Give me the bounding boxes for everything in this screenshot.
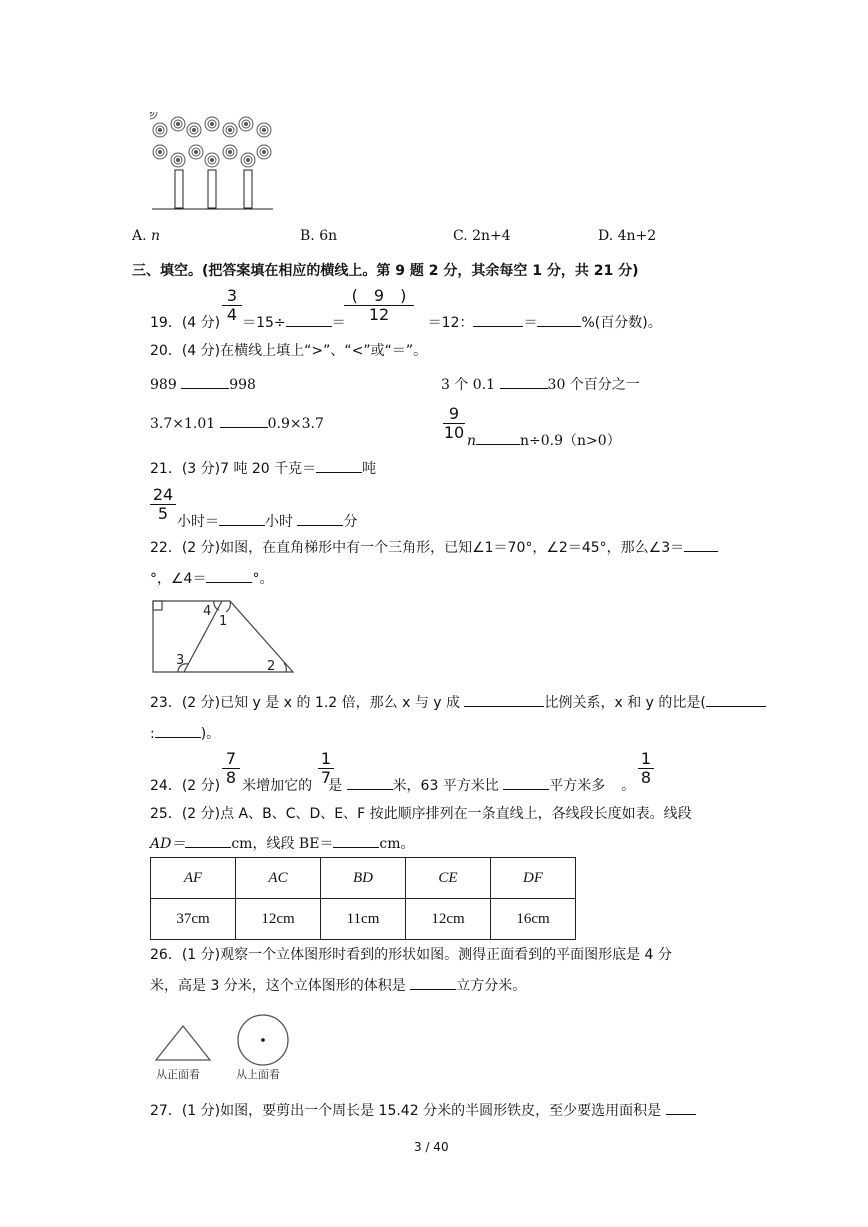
page-number: 3 / 40: [414, 1140, 449, 1154]
q21-blank-2[interactable]: [219, 511, 265, 526]
q21-fraction: $\frac{24}{5}$: [150, 486, 176, 523]
q22-blank-1[interactable]: [684, 537, 718, 552]
q27-blank[interactable]: [666, 1100, 696, 1115]
q24-fraction-2: $\frac{1}{7}$: [318, 750, 334, 787]
option-b: B. 6n: [300, 228, 338, 244]
q22-blank-2[interactable]: [206, 568, 252, 583]
q20-item-d: n n÷0.9（n>0）: [467, 430, 621, 450]
q24-fraction-1: $\frac{7}{8}$: [222, 750, 240, 787]
q20-blank-c[interactable]: [220, 413, 268, 428]
segment-table: [150, 857, 576, 940]
table-cell: 12cm: [236, 899, 321, 940]
q20-blank-d[interactable]: [476, 430, 520, 445]
q19-blank-1[interactable]: [286, 312, 332, 327]
angle-3-label: 3: [176, 653, 185, 668]
q20-item-b: 3 个 0.1 30 个百分之一: [441, 374, 640, 394]
top-view-figure: [230, 1010, 294, 1082]
q24-blank-1[interactable]: [347, 775, 393, 790]
option-d: D. 4n+2: [598, 228, 657, 244]
top-view-caption: 从上面看: [236, 1068, 280, 1081]
front-view-caption: 从正面看: [156, 1068, 200, 1081]
table-cell: 12cm: [406, 899, 491, 940]
q21-blank-3[interactable]: [297, 511, 343, 526]
q19-blank-2[interactable]: [473, 312, 523, 327]
table-row: [151, 899, 576, 940]
q21-line-1: 21．(3 分)7 吨 20 千克＝ 吨: [150, 458, 376, 478]
q23-line-1: 23．(2 分)已知 y 是 x 的 1.2 倍，那么 x 与 y 成 比例关系，x 和 y 的比是(: [150, 692, 766, 712]
q24-blank-2[interactable]: [503, 775, 549, 790]
q20-fraction: $\frac{9}{10}$: [443, 404, 465, 442]
q19-fraction-2: $\frac{( 9 )}{12}$: [344, 287, 414, 324]
q20-blank-a[interactable]: [181, 374, 229, 389]
table-header-cell: AF: [151, 858, 236, 899]
q26-line-2: 米，高是 3 分米，这个立体图形的体积是 立方分米。: [150, 975, 526, 995]
q20-item-a: 989 998: [150, 374, 256, 393]
q23-blank-1[interactable]: [464, 692, 544, 707]
option-a: A. n: [132, 228, 161, 244]
q25-blank-1[interactable]: [185, 833, 231, 848]
table-cell: 37cm: [151, 899, 236, 940]
table-header-cell: AC: [236, 858, 321, 899]
q20-title: 20．(4 分)在横线上填上“>”、“<”或“＝”。: [150, 343, 428, 359]
q24-fraction-3: $\frac{1}{8}$: [638, 750, 654, 787]
table-header-cell: BD: [321, 858, 406, 899]
angle-4-label: 4: [203, 604, 212, 619]
q21-blank-1[interactable]: [316, 458, 362, 473]
q27-line-1: 27．(1 分)如图，要剪出一个周长是 15.42 分米的半圆形铁皮，至少要选用面积是: [150, 1100, 696, 1120]
q19-blank-3[interactable]: [537, 312, 581, 327]
q20-blank-b[interactable]: [500, 374, 548, 389]
q22-line-2: °，∠4＝ °。: [150, 568, 273, 588]
q23-line-2: : )。: [150, 723, 220, 743]
table-header-row: [151, 858, 576, 899]
front-view-figure: [150, 1010, 216, 1082]
table-header-cell: CE: [406, 858, 491, 899]
q25-line-2: AD＝ cm，线段 BE＝ cm。: [150, 833, 415, 853]
q22-line-1: 22．(2 分)如图，在直角梯形中有一个三角形，已知∠1＝70°，∠2＝45°，那么∠3＝: [150, 537, 718, 557]
q21-line-2: 小时＝ 小时 分: [177, 511, 357, 531]
q26-blank[interactable]: [410, 975, 456, 990]
q24-line: 24．(2 分) 米增加它的 是 米，63 平方米比 平方米多 。: [150, 775, 635, 795]
option-c: C. 2n+4: [453, 228, 511, 244]
flower-vase-figure: [150, 112, 275, 212]
q23-blank-2[interactable]: [706, 692, 766, 707]
trapezoid-figure: [150, 598, 296, 676]
q25-blank-2[interactable]: [333, 833, 379, 848]
q19-fraction-1: $\frac{3}{4}$: [222, 287, 242, 324]
q25-line-1: 25．(2 分)点 A、B、C、D、E、F 按此顺序排列在一条直线上，各线段长度如表。线段: [150, 806, 692, 822]
q23-blank-3[interactable]: [155, 723, 201, 738]
q26-line-1: 26．(1 分)观察一个立体图形时看到的形状如图。测得正面看到的平面图形底是 4 分: [150, 947, 672, 963]
section-title: 三、填空。(把答案填在相应的横线上。第 9 题 2 分，其余每空 1 分，共 21 分): [132, 263, 639, 279]
table-header-cell: DF: [491, 858, 576, 899]
angle-2-label: 2: [267, 659, 276, 674]
q19-line: 19．(4 分) ＝15÷ ＝ ＝12： ＝ %(百分数)。: [150, 312, 662, 332]
table-cell: 16cm: [491, 899, 576, 940]
table-cell: 11cm: [321, 899, 406, 940]
q20-item-c: 3.7×1.01 0.9×3.7: [150, 413, 324, 432]
angle-1-label: 1: [219, 614, 228, 629]
